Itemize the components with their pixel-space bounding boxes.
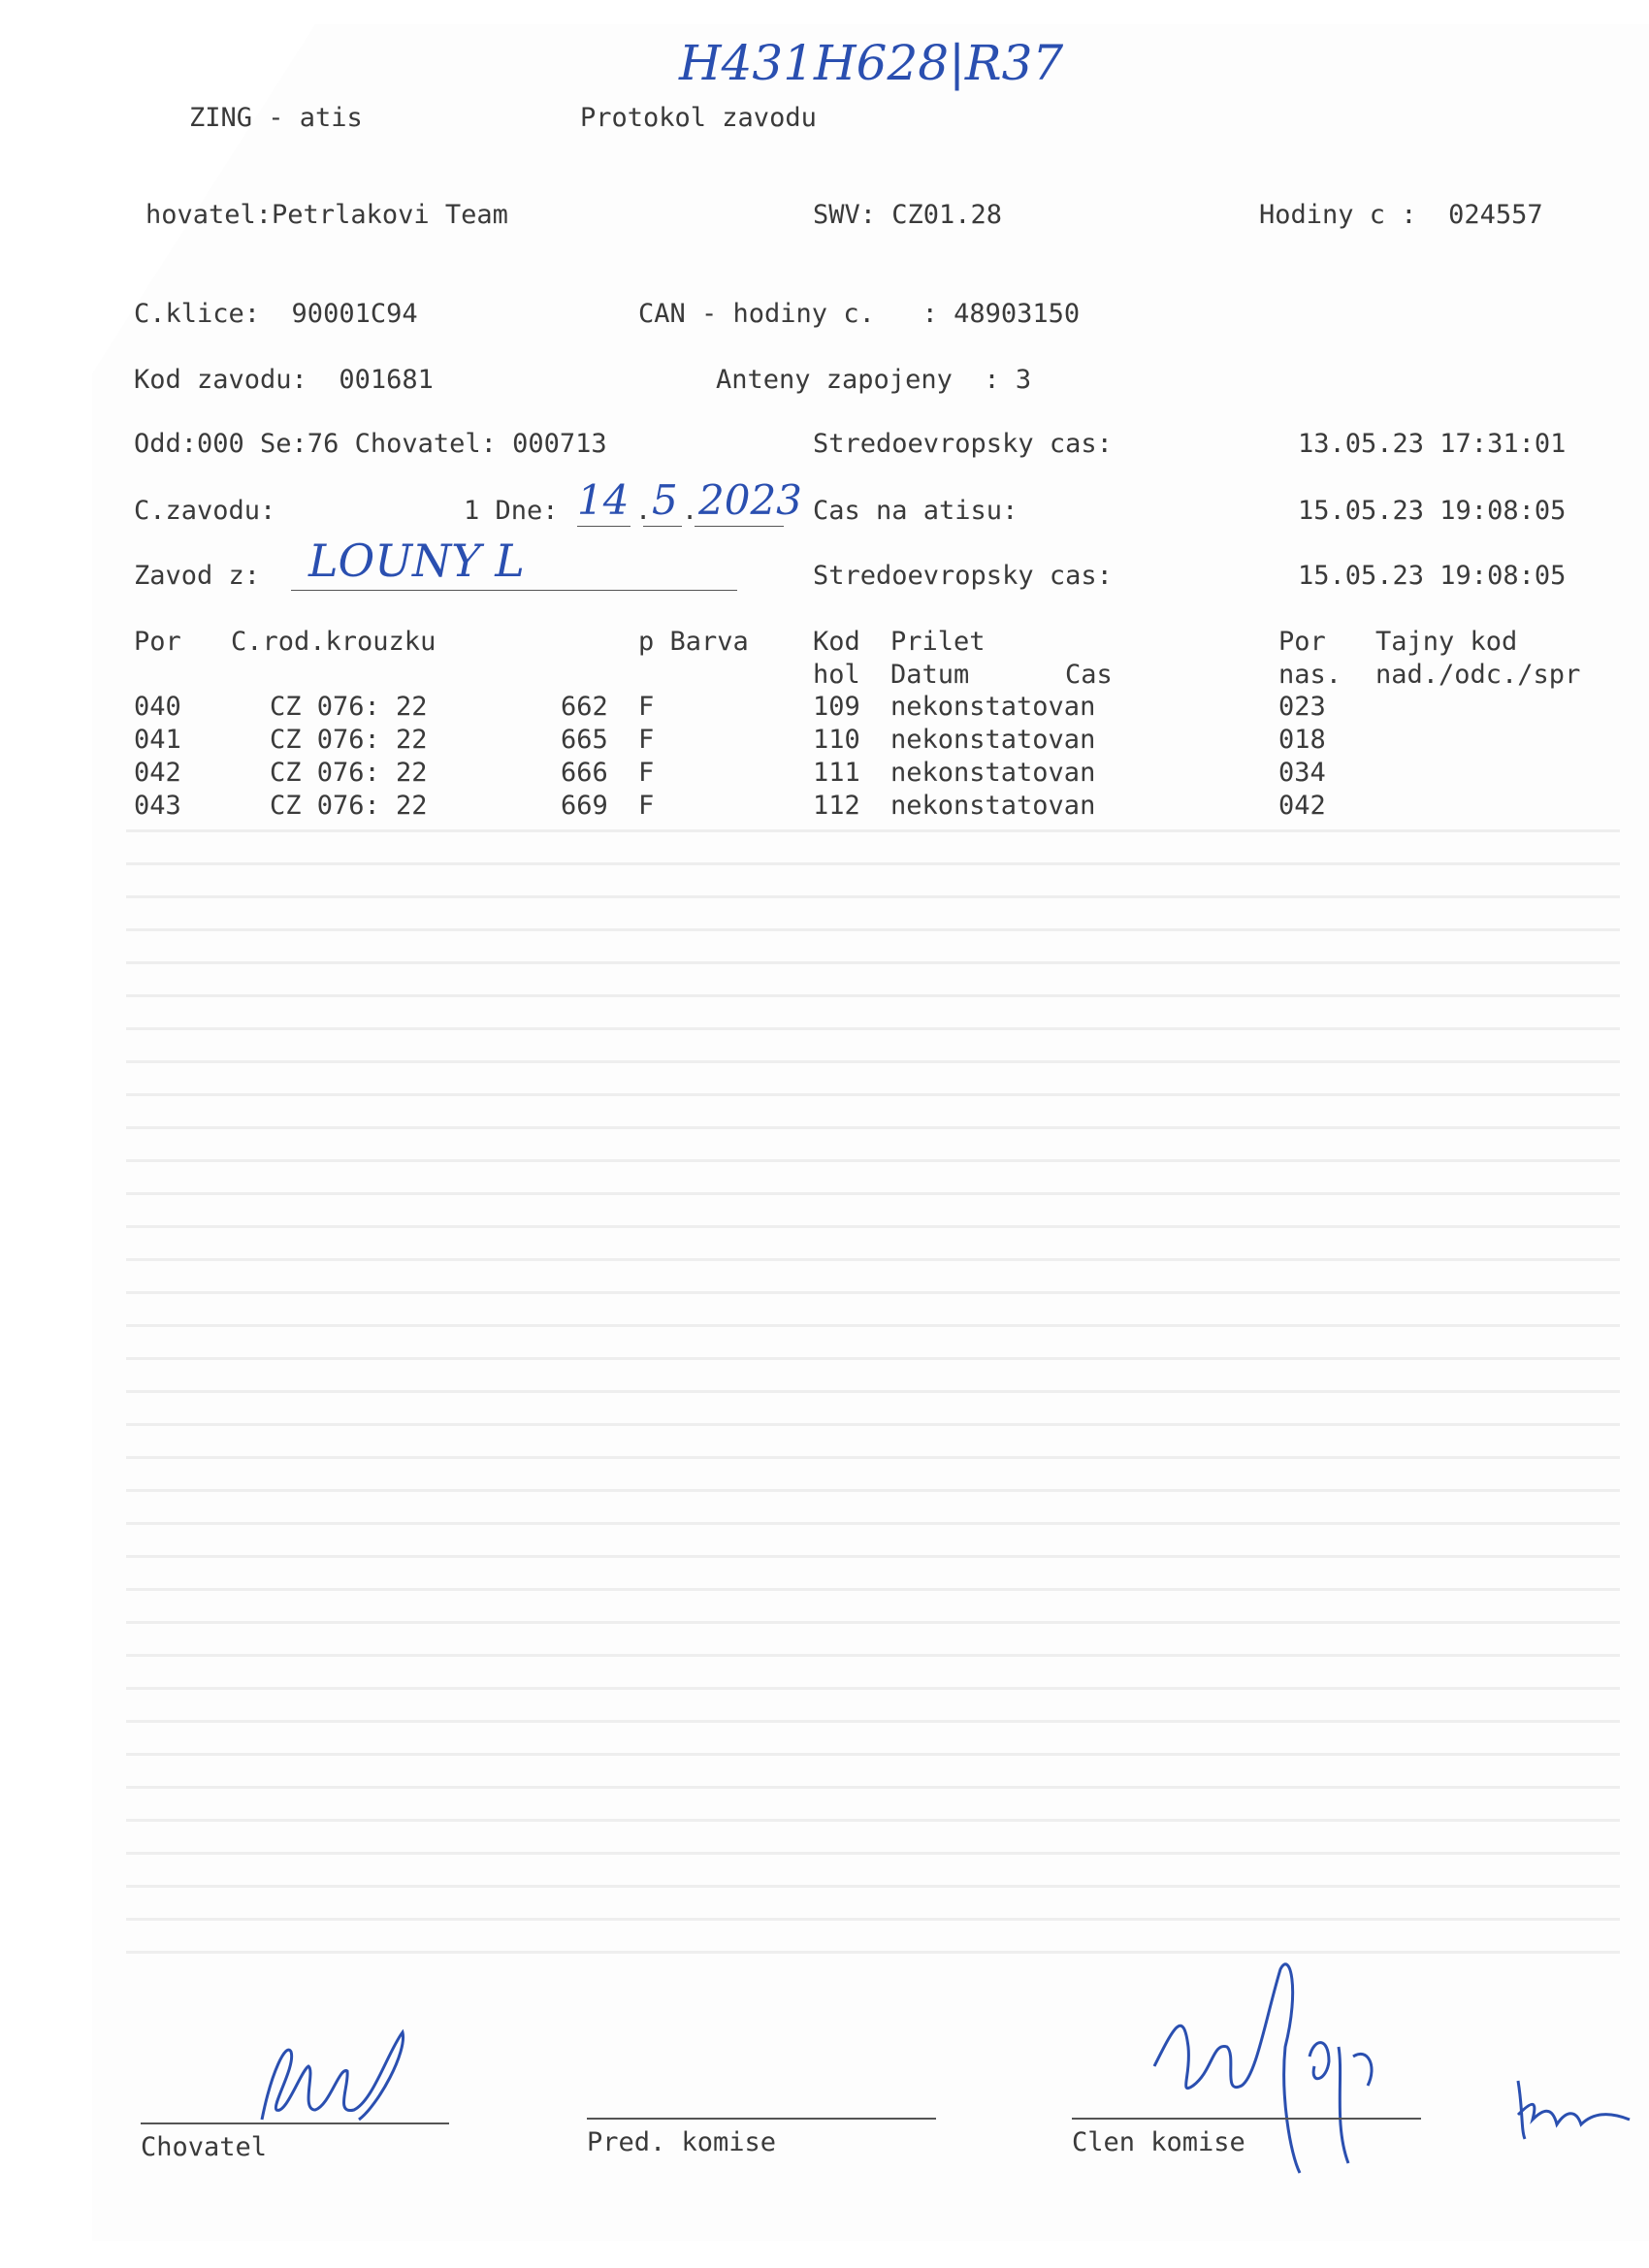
dne-year-line [695,526,784,527]
row-p: F [638,692,655,722]
row-por: 043 [134,791,181,821]
odd-se-chovatel: Odd:000 Se:76 Chovatel: 000713 [134,429,607,459]
header-kod: Kod [813,627,860,657]
header-nad-odc-spr: nad./odc./spr [1375,660,1581,690]
row-ring: CZ 076: 22 [270,725,428,755]
row-p: F [638,758,655,788]
row-p: F [638,725,655,755]
cas-na-atisu-value: 15.05.23 19:08:05 [1298,496,1567,526]
row-num: 665 [561,725,608,755]
page-title: Protokol zavodu [580,103,817,133]
header-prilet: Prilet [890,627,986,657]
row-prilet: nekonstatovan [890,758,1096,788]
header-crod: C.rod.krouzku [231,627,436,657]
row-num: 669 [561,791,608,821]
stredoevropsky-cas-label-2: Stredoevropsky cas: [813,561,1113,591]
header-por-nas: Por [1278,627,1326,657]
dne-year: 2023 [698,476,802,524]
pred-komise-label: Pred. komise [587,2127,777,2157]
header-hol: hol [813,660,860,690]
row-kod: 112 [813,791,860,821]
header-cas: Cas [1065,660,1113,690]
zavod-underline [291,590,737,591]
row-kod: 110 [813,725,860,755]
row-ring: CZ 076: 22 [270,791,428,821]
row-nas: 023 [1278,692,1326,722]
dne-day: 14 [577,476,630,524]
dne-label: 1 Dne: [464,496,559,526]
faded-background-print [126,829,1620,1955]
zavod-label: Zavod z: [134,561,261,591]
handwritten-code: H431H628|R37 [679,35,1064,91]
row-por: 040 [134,692,181,722]
chovatel-label: Chovatel [141,2132,268,2162]
cas-na-atisu-label: Cas na atisu: [813,496,1018,526]
row-num: 662 [561,692,608,722]
chovatel-name: hovatel:Petrlakovi Team [146,200,508,230]
additional-signature [1513,2071,1649,2149]
dne-day-line [577,526,630,527]
row-kod: 109 [813,692,860,722]
clen-komise-label: Clen komise [1072,2127,1245,2157]
row-prilet: nekonstatovan [890,791,1096,821]
dne-month: 5 [652,476,678,524]
czavodu-label: C.zavodu: [134,496,276,526]
zavod-place: LOUNY L [308,535,525,587]
header-por: Por [134,627,181,657]
header-datum: Datum [890,660,970,690]
row-ring: CZ 076: 22 [270,692,428,722]
system-name: ZING - atis [189,103,363,133]
stredoevropsky-cas-label-1: Stredoevropsky cas: [813,429,1113,459]
pred-komise-line [587,2118,936,2120]
chovatel-signature [233,2013,427,2139]
stredoevropsky-cas-value-2: 15.05.23 19:08:05 [1298,561,1567,591]
row-p: F [638,791,655,821]
row-num: 666 [561,758,608,788]
chovatel-signature-line [141,2122,449,2124]
anteny-zapojeny: Anteny zapojeny : 3 [716,365,1032,395]
header-tajny-kod: Tajny kod [1375,627,1518,657]
row-kod: 111 [813,758,860,788]
stredoevropsky-cas-value-1: 13.05.23 17:31:01 [1298,429,1567,459]
row-por: 042 [134,758,181,788]
row-nas: 042 [1278,791,1326,821]
clen-komise-line [1072,2118,1421,2120]
header-p-barva: p Barva [638,627,749,657]
row-nas: 018 [1278,725,1326,755]
row-prilet: nekonstatovan [890,692,1096,722]
row-ring: CZ 076: 22 [270,758,428,788]
row-prilet: nekonstatovan [890,725,1096,755]
row-nas: 034 [1278,758,1326,788]
swv-version: SWV: CZ01.28 [813,200,1003,230]
hodiny-number: Hodiny c : 024557 [1259,200,1543,230]
header-nas: nas. [1278,660,1342,690]
dne-month-line [643,526,682,527]
kod-zavodu: Kod zavodu: 001681 [134,365,434,395]
klice-number: C.klice: 90001C94 [134,299,418,329]
can-hodiny: CAN - hodiny c. : 48903150 [638,299,1081,329]
row-por: 041 [134,725,181,755]
